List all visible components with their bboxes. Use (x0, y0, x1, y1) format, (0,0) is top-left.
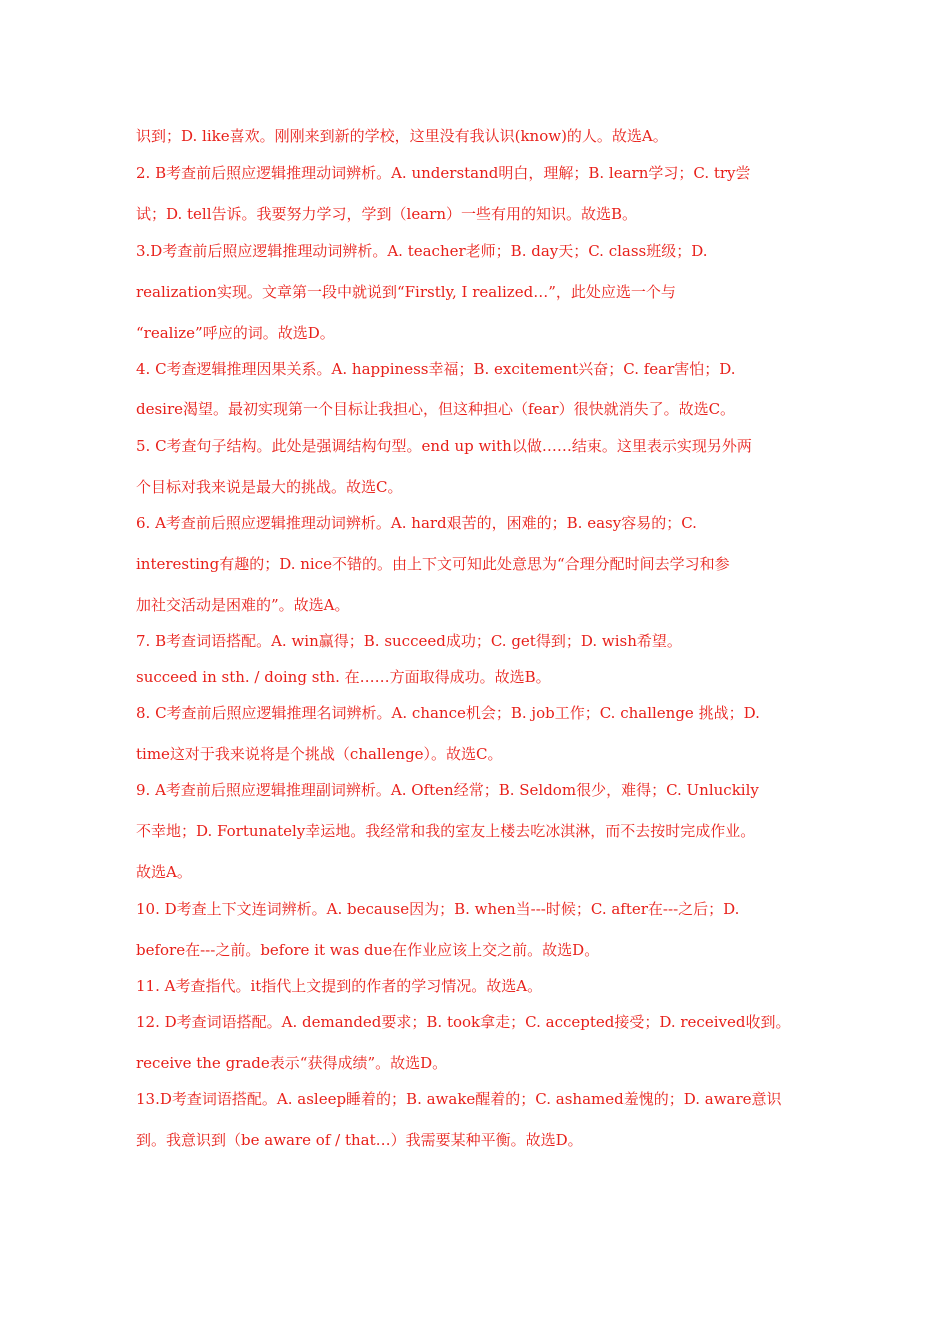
text-line: 2. B考查前后照应逻辑推理动词辨析。A. understand明白，理解；B. learn学习；C. try尝 (136, 164, 751, 182)
text-line: 加社交活动是困难的”。故选A。 (136, 596, 350, 614)
text-line: receive the grade表示“获得成绩”。故选D。 (136, 1054, 448, 1072)
text-line: 8. C考查前后照应逻辑推理名词辨析。A. chance机会；B. job工作；C. challenge 挑战；D. (136, 704, 760, 722)
text-line: 到。我意识到（be aware of / that…）我需要某种平衡。故选D。 (136, 1131, 583, 1149)
text-line: 个目标对我来说是最大的挑战。故选C。 (136, 478, 403, 496)
text-line: 3.D考查前后照应逻辑推理动词辨析。A. teacher老师；B. day天；C. class班级；D. (136, 242, 708, 260)
text-line: 9. A考查前后照应逻辑推理副词辨析。A. Often经常；B. Seldom很少，难得；C. Unluckily (136, 781, 759, 799)
text-line: 5. C考查句子结构。此处是强调结构句型。end up with以做……结束。这里表示实现另外两 (136, 437, 752, 455)
text-line: 11. A考查指代。it指代上文提到的作者的学习情况。故选A。 (136, 977, 543, 995)
text-line: before在---之前。before it was due在作业应该上交之前。故选D。 (136, 941, 600, 959)
text-line: 12. D考查词语搭配。A. demanded要求；B. took拿走；C. accepted接受；D. received收到。 (136, 1013, 791, 1031)
text-line: “realize”呼应的词。故选D。 (136, 324, 335, 342)
text-line: 故选A。 (136, 863, 192, 881)
text-line: 试；D. tell告诉。我要努力学习，学到（learn）一些有用的知识。故选B。 (136, 205, 638, 223)
text-line: succeed in sth. / doing sth. 在……方面取得成功。故选B。 (136, 668, 551, 686)
text-line: desire渴望。最初实现第一个目标让我担心，但这种担心（fear）很快就消失了。故选C。 (136, 400, 736, 418)
text-line: 6. A考查前后照应逻辑推理动词辨析。A. hard艰苦的，困难的；B. easy容易的；C. (136, 514, 697, 532)
text-line: time这对于我来说将是个挑战（challenge）。故选C。 (136, 745, 503, 763)
text-line: 13.D考查词语搭配。A. asleep睡着的；B. awake醒着的；C. ashamed羞愧的；D. aware意识 (136, 1090, 782, 1108)
text-line: 7. B考查词语搭配。A. win赢得；B. succeed成功；C. get得到；D. wish希望。 (136, 632, 682, 650)
text-line: 10. D考查上下文连词辨析。A. because因为；B. when当---时候；C. after在---之后；D. (136, 900, 740, 918)
text-line: realization实现。文章第一段中就说到“Firstly, I realized…”，此处应选一个与 (136, 283, 676, 301)
text-line: 识到；D. like喜欢。刚刚来到新的学校，这里没有我认识(know)的人。故选A。 (136, 127, 668, 145)
text-line: interesting有趣的；D. nice不错的。由上下文可知此处意思为“合理分配时间去学习和参 (136, 555, 730, 573)
text-line: 不幸地；D. Fortunately幸运地。我经常和我的室友上楼去吃冰淇淋，而不去按时完成作业。 (136, 822, 756, 840)
text-line: 4. C考查逻辑推理因果关系。A. happiness幸福；B. excitement兴奋；C. fear害怕；D. (136, 360, 736, 378)
